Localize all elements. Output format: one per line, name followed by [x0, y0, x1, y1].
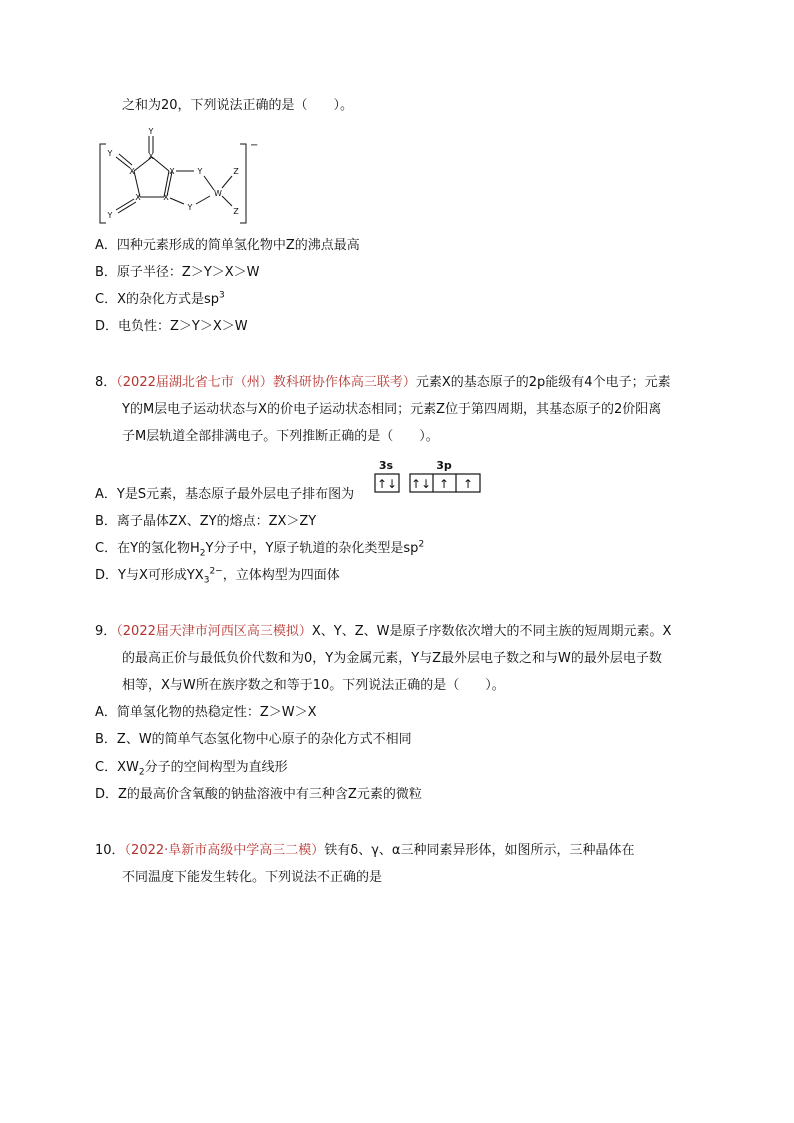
atom-label: X [129, 167, 135, 176]
q9-stem-line3: 相等，X与W所在族序数之和等于10。下列说法正确的是（ ）。 [122, 678, 505, 693]
option-text: D．Y与X可形成YX [95, 568, 204, 583]
q10-stem-line2: 不同温度下能发生转化。下列说法不正确的是 [122, 870, 383, 885]
atom-label: X [135, 193, 141, 202]
q8-stem-line3: 子M层轨道全部排满电子。下列推断正确的是（ ）。 [122, 429, 439, 444]
subscript: 2 [138, 767, 145, 778]
subscript: 2 [199, 548, 206, 559]
q7-option-d: D．电负性：Z＞Y＞X＞W [95, 319, 248, 334]
question-source: （2022届湖北省七市（州）教科研协作体高三联考） [116, 375, 416, 390]
orbital-label-3p: 3p [436, 459, 452, 472]
option-text: C．X的杂化方式是sp [95, 292, 220, 307]
orbital-label-3s: 3s [378, 459, 394, 472]
atom-label: X [169, 167, 175, 176]
q9-option-b: B．Z、W的简单气态氢化物中心原子的杂化方式不相同 [95, 732, 412, 747]
atom-label: W [214, 189, 222, 198]
q9-stem-line1 [95, 624, 671, 640]
ion-charge: − [250, 140, 259, 151]
atom-label: Z [233, 207, 239, 216]
q7-stem-tail: 之和为20，下列说法正确的是（ ）。 [122, 98, 354, 113]
orbital-box-3p-3: ↑ [462, 477, 474, 491]
option-text: C．XW [95, 760, 139, 775]
q10-stem-line1 [95, 843, 634, 859]
q8-option-b: B．离子晶体ZX、ZY的熔点：ZX＞ZY [95, 514, 317, 529]
atom-label: Y [107, 211, 113, 220]
q8-option-c [95, 541, 424, 557]
q9-option-c [95, 760, 288, 776]
q9-option-d: D．Z的最高价含氧酸的钠盐溶液中有三种含Z元素的微粒 [95, 787, 422, 802]
q8-option-d [95, 568, 340, 584]
stem-text: 元素X的基态原子的2p能级有4个电子；元素 [415, 375, 671, 390]
superscript: 2 [418, 539, 425, 550]
q7-option-a: A．四种元素形成的简单氢化物中Z的沸点最高 [95, 238, 360, 253]
superscript: 2− [209, 566, 223, 577]
orbital-box-3p-2: ↑ [438, 477, 450, 491]
anion-structure-diagram [96, 126, 266, 226]
question-number: 8． [95, 375, 117, 390]
question-source: （2022届天津市河西区高三模拟） [116, 624, 312, 639]
orbital-box-3p-1: ↑↓ [410, 477, 432, 491]
atom-label: Y [187, 203, 193, 212]
question-number: 9． [95, 624, 117, 639]
atom-label: Y [197, 167, 203, 176]
atom-label: X [148, 152, 154, 161]
q8-option-a: A．Y是S元素，基态原子最外层电子排布图为 [95, 487, 355, 502]
atom-label: Z [233, 167, 239, 176]
stem-text: X、Y、Z、W是原子序数依次增大的不同主族的短周期元素。X [311, 624, 672, 639]
orbital-box-3s: ↑↓ [376, 477, 398, 491]
q7-option-c [95, 292, 225, 308]
q8-stem-line2: Y的M层电子运动状态与X的价电子运动状态相同；元素Z位于第四周期，其基态原子的2价阳离 [122, 402, 662, 417]
atom-label: Y [148, 127, 154, 136]
question-source: （2022·阜新市高级中学高三二模） [124, 843, 325, 858]
q7-option-b: B．原子半径：Z＞Y＞X＞W [95, 265, 260, 280]
atom-label: Y [107, 149, 113, 158]
subscript: 3 [203, 575, 210, 586]
option-text: C．在Y的氢化物H [95, 541, 200, 556]
q9-stem-line2: 的最高正价与最低负价代数和为0，Y为金属元素，Y与Z最外层电子数之和与W的最外层电子数 [122, 651, 662, 666]
q8-stem-line1 [95, 375, 671, 391]
option-text: 分子的空间构型为直线形 [144, 760, 288, 775]
q9-option-a: A．简单氢化物的热稳定性：Z＞W＞X [95, 705, 317, 720]
option-text: Y分子中，Y原子轨道的杂化类型是sp [205, 541, 419, 556]
orbital-diagram [372, 458, 484, 496]
atom-label: X [163, 193, 169, 202]
option-text: ，立体构型为四面体 [222, 568, 340, 583]
stem-text: 铁有δ、γ、α三种同素异形体，如图所示，三种晶体在 [324, 843, 635, 858]
question-number: 10． [95, 843, 125, 858]
superscript: 3 [219, 290, 225, 301]
